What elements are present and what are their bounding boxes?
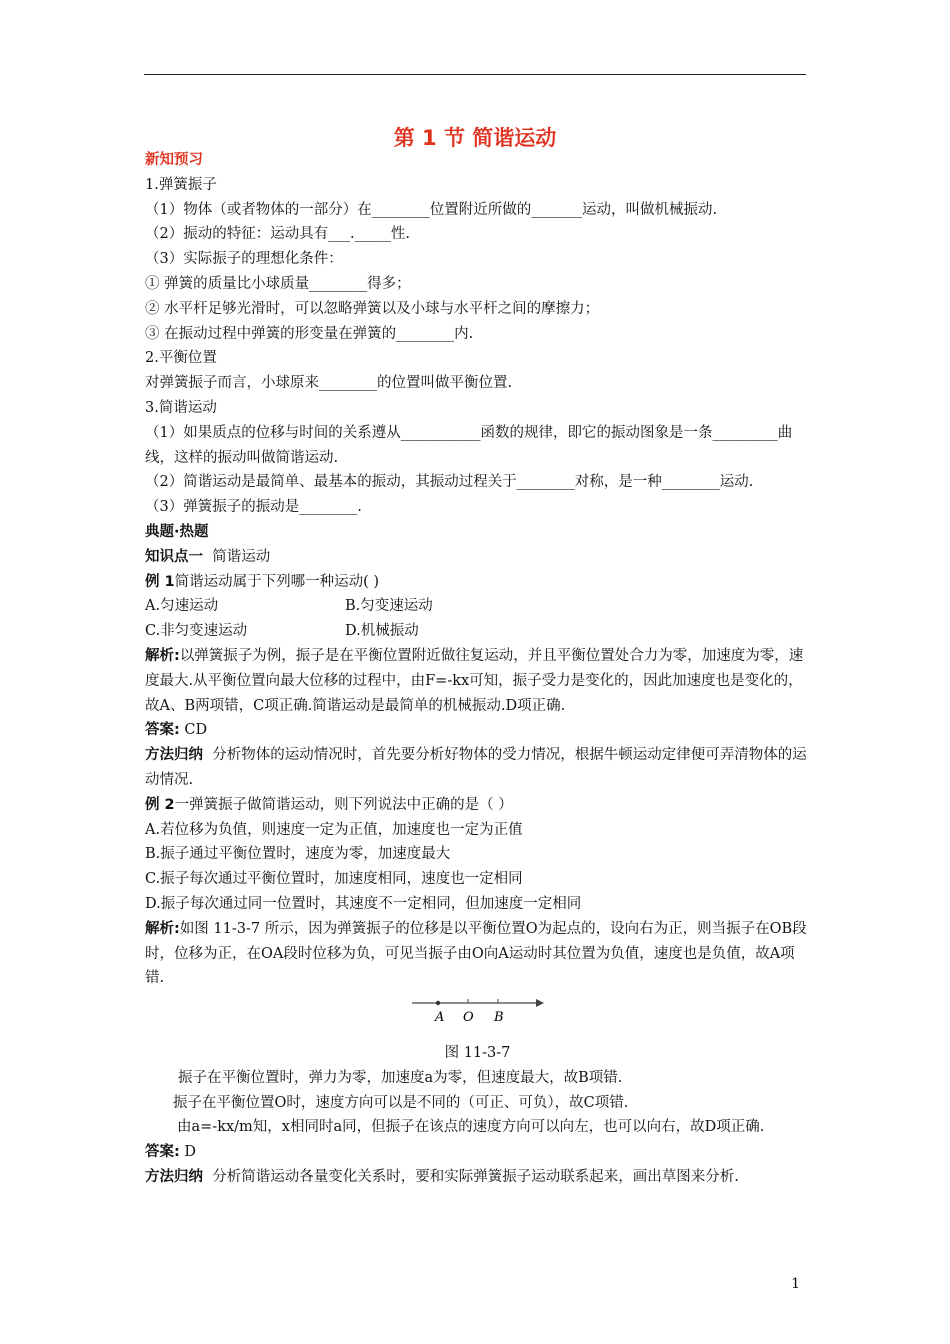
example-2-text: 一弹簧振子做简谐运动，则下列说法中正确的是（ ） bbox=[174, 796, 513, 813]
example-1-options-ab bbox=[145, 594, 810, 619]
label-b: B bbox=[493, 1010, 504, 1026]
label-o: O bbox=[462, 1010, 474, 1026]
example-2-question bbox=[145, 793, 810, 818]
item-1-3-a: ① 弹簧的质量比小球质量________得多； bbox=[145, 275, 411, 292]
label-a: A bbox=[434, 1010, 444, 1026]
example-2-option-b: B.振子通过平衡位置时，速度为零，加速度最大 bbox=[145, 846, 451, 863]
example-1-answer-value: CD bbox=[184, 722, 208, 739]
knowledge-point-1 bbox=[145, 545, 810, 570]
item-1-1: （1）物体（或者物体的一部分）在________位置附近所做的_______运动，叫做机械振动. bbox=[145, 201, 718, 218]
example-1-text: 简谐运动属于下列哪一种运动( ) bbox=[174, 573, 380, 590]
example-2-analysis-p4-text: 由a=-kx/m知，x相同时a同，但振子在该点的速度方向可以向左，也可以向右，故D项正确. bbox=[177, 1119, 765, 1136]
item-1-3-b: ② 水平杆足够光滑时，可以忽略弹簧以及小球与水平杆之间的摩擦力； bbox=[145, 300, 600, 317]
example-2-analysis-p4 bbox=[145, 1115, 810, 1140]
item-2-heading: 2.平衡位置 bbox=[145, 350, 217, 367]
example-2-answer bbox=[145, 1140, 810, 1165]
example-2-option-c: C.振子每次通过平衡位置时，加速度相同，速度也一定相同 bbox=[145, 871, 523, 888]
analysis-label: 解析: bbox=[145, 647, 180, 664]
example-2-analysis-p2: 振子在平衡位置时，弹力为零，加速度a为零，但速度最大，故B项错. bbox=[178, 1069, 623, 1086]
section-heading-preview: 新知预习 bbox=[145, 152, 203, 168]
knowledge-point-label: 知识点一 bbox=[145, 548, 203, 565]
example-1-options-cd bbox=[145, 619, 810, 644]
example-1-analysis bbox=[145, 644, 810, 718]
item-1-heading: 1.弹簧振子 bbox=[145, 176, 217, 193]
number-line-diagram bbox=[408, 991, 548, 1031]
example-1-answer bbox=[145, 718, 810, 743]
example-2-option-d: D.振子每次通过同一位置时，其速度不一定相同，但加速度一定相同 bbox=[145, 895, 582, 912]
answer-label: 答案: bbox=[145, 722, 180, 739]
document-body bbox=[145, 148, 810, 1190]
example-2-answer-value: D bbox=[184, 1144, 197, 1161]
example-1-method bbox=[145, 743, 810, 793]
example-2-analysis bbox=[145, 917, 810, 991]
figure-caption: 图 11-3-7 bbox=[444, 1045, 511, 1062]
option-a: A.匀速运动 bbox=[145, 598, 219, 615]
figure-number-line bbox=[145, 991, 810, 1041]
item-3-1: （1）如果质点的位移与时间的关系遵从___________函数的规律，即它的振动图象是一条_________曲线，这样的振动叫做简谐运动. bbox=[145, 424, 793, 466]
method-label: 方法归纳 bbox=[145, 747, 203, 764]
option-b: B.匀变速运动 bbox=[345, 598, 433, 615]
example-1-analysis-text: 以弹簧振子为例，振子是在平衡位置附近做往复运动，并且平衡位置处合力为零，加速度为零，速度最大.从平衡位置向最大位移的过程中，由F=-kx可知，振子受力是变化的，因此加速度也是变化的，故A、B两项错，C项正确.简谐运动是最简单的机械振动.D项正确. bbox=[145, 647, 804, 714]
example-1-question bbox=[145, 570, 810, 595]
option-d: D.机械振动 bbox=[345, 623, 419, 640]
item-3-2: （2）简谐运动是最简单、最基本的振动，其振动过程关于________对称，是一种________运动. bbox=[145, 474, 754, 491]
example-2-label: 例 2 bbox=[145, 796, 175, 813]
example-2-method bbox=[145, 1165, 810, 1190]
item-3-3: （3）弹簧振子的振动是________. bbox=[145, 499, 362, 516]
page-title: 第 1 节 简谐运动 bbox=[393, 126, 557, 150]
example-2-analysis-p3: 振子在平衡位置O时，速度方向可以是不同的（可正、可负），故C项错. bbox=[173, 1094, 629, 1111]
knowledge-point-title: 简谐运动 bbox=[212, 548, 271, 565]
analysis-label: 解析: bbox=[145, 920, 180, 937]
answer-label: 答案: bbox=[145, 1144, 180, 1161]
item-1-3: （3）实际振子的理想化条件： bbox=[145, 251, 343, 268]
example-2-analysis-text: 如图 11-3-7 所示，因为弹簧振子的位移是以平衡位置O为起点的，设向右为正，则当振子在OB段时，位移为正，在OA段时位移为负，可见当振子由O向A运动时其位置为负值，速度也是负值，故A项错. bbox=[145, 920, 807, 987]
example-1-label: 例 1 bbox=[145, 573, 175, 590]
axis-arrow-icon bbox=[536, 999, 544, 1007]
page-number: 1 bbox=[791, 1276, 800, 1292]
header-rule bbox=[144, 74, 806, 75]
item-1-2: （2）振动的特征：运动具有___._____性. bbox=[145, 226, 410, 243]
section-heading-typical: 典题·热题 bbox=[145, 523, 209, 540]
item-1-3-c: ③ 在振动过程中弹簧的形变量在弹簧的________内. bbox=[145, 325, 474, 342]
example-1-method-text: 分析物体的运动情况时，首先要分析好物体的受力情况，根据牛顿运动定律便可弄清物体的运动情况. bbox=[145, 747, 807, 788]
item-3-heading: 3.简谐运动 bbox=[145, 399, 217, 416]
point-a-dot bbox=[435, 1001, 439, 1005]
item-2-1: 对弹簧振子而言，小球原来________的位置叫做平衡位置. bbox=[145, 375, 513, 392]
method-label: 方法归纳 bbox=[145, 1169, 203, 1186]
option-c: C.非匀变速运动 bbox=[145, 623, 248, 640]
example-2-option-a: A.若位移为负值，则速度一定为正值，加速度也一定为正值 bbox=[145, 821, 523, 838]
example-2-method-text: 分析简谐运动各量变化关系时，要和实际弹簧振子运动联系起来，画出草图来分析. bbox=[212, 1169, 739, 1186]
